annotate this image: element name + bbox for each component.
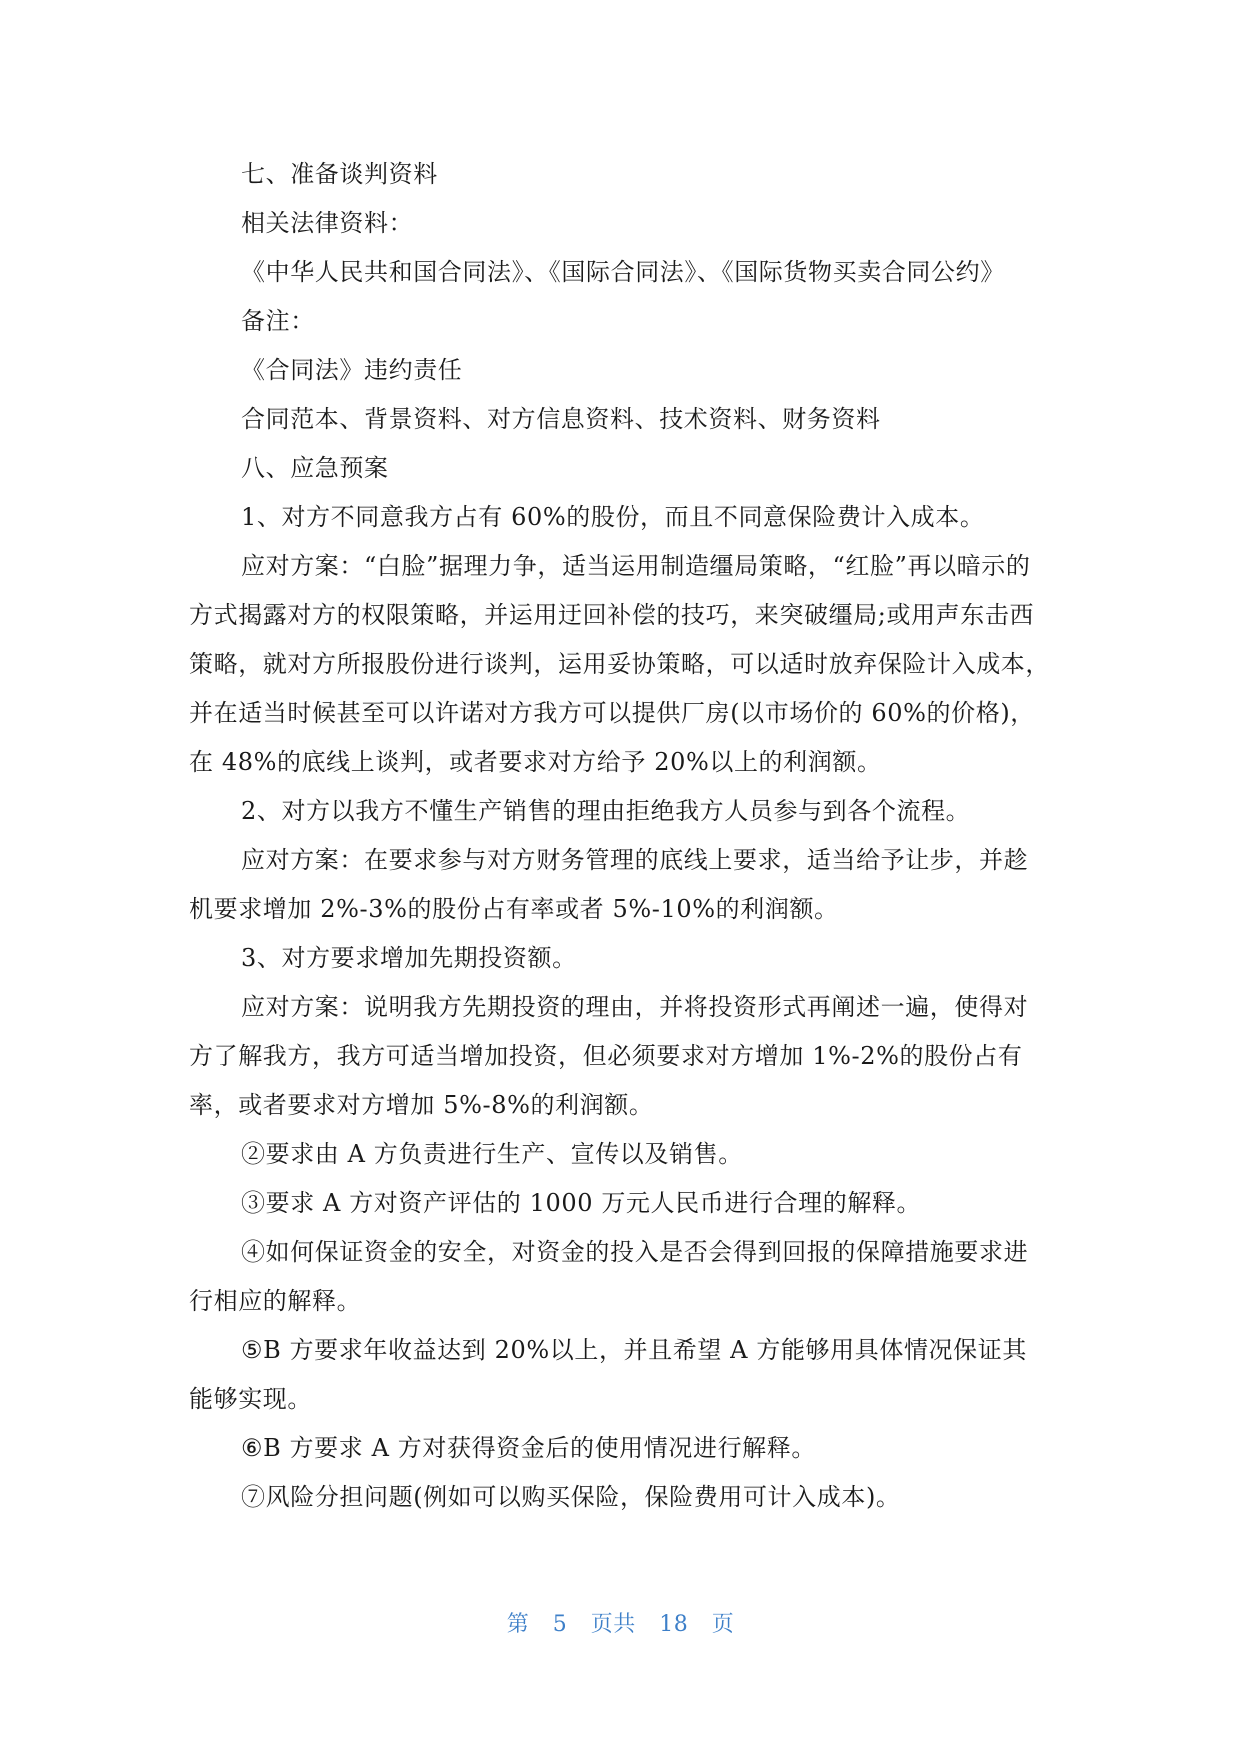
page-label-mid: 页共 <box>590 1612 636 1637</box>
paragraph-response-3: 应对方案：说明我方先期投资的理由，并将投资形式再阐述一遍，使得对方了解我方，我方可适当增加投资，但必须要求对方增加 1%-2%的股份占有率，或者要求对方增加 5%-8%的利润额。 <box>189 993 1029 1119</box>
paragraph-scenario-2: 2、对方以我方不懂生产销售的理由拒绝我方人员参与到各个流程。 <box>241 797 971 825</box>
paragraph-response-1: 应对方案：“白脸”据理力争，适当运用制造缰局策略，“红脸”再以暗示的方式揭露对方的权限策略，并运用迂回补偿的技巧，来突破缰局;或用声东击西策略，就对方所报股份进行谈判，运用妥协策略，可以适时放弃保险计入成本，并在适当时候甚至可以许诺对方我方可以提供厂房(以市场价的 60%的价格)，在 48%的底线上谈判，或者要求对方给予 20%以上的利润额。 <box>189 552 1050 776</box>
current-page-number: 5 <box>552 1612 568 1637</box>
page-label-prefix: 第 <box>506 1612 530 1637</box>
paragraph-item-5: ⑤B 方要求年收益达到 20%以上，并且希望 A 方能够用具体情况保证其能够实现。 <box>189 1336 1027 1413</box>
paragraph-item-7: ⑦风险分担问题(例如可以购买保险，保险费用可计入成本)。 <box>241 1483 901 1511</box>
paragraph-legal-materials-list: 《中华人民共和国合同法》、《国际合同法》、《国际货物买卖合同公约》 <box>241 258 1005 286</box>
paragraph-notes-label: 备注： <box>241 307 315 335</box>
paragraph-item-4: ④如何保证资金的安全，对资金的投入是否会得到回报的保障措施要求进行相应的解释。 <box>189 1238 1029 1315</box>
total-pages-number: 18 <box>659 1612 689 1637</box>
paragraph-item-2: ②要求由 A 方负责进行生产、宣传以及销售。 <box>241 1140 743 1168</box>
paragraph-contract-liability: 《合同法》违约责任 <box>241 356 463 384</box>
paragraph-item-6: ⑥B 方要求 A 方对获得资金后的使用情况进行解释。 <box>241 1434 816 1462</box>
paragraph-scenario-1: 1、对方不同意我方占有 60%的股份，而且不同意保险费计入成本。 <box>241 503 985 531</box>
section-heading-8: 八、应急预案 <box>241 454 389 482</box>
page-label-suffix: 页 <box>711 1612 735 1637</box>
document-body <box>189 150 1051 1522</box>
section-heading-7: 七、准备谈判资料 <box>241 160 438 188</box>
page-footer <box>0 1607 1241 1638</box>
paragraph-materials-list: 合同范本、背景资料、对方信息资料、技术资料、财务资料 <box>241 405 881 433</box>
paragraph-response-2: 应对方案：在要求参与对方财务管理的底线上要求，适当给予让步，并趁机要求增加 2%-3%的股份占有率或者 5%-10%的利润额。 <box>189 846 1029 923</box>
paragraph-legal-materials-label: 相关法律资料： <box>241 209 414 237</box>
paragraph-scenario-3: 3、对方要求增加先期投资额。 <box>241 944 577 972</box>
paragraph-item-3: ③要求 A 方对资产评估的 1000 万元人民币进行合理的解释。 <box>241 1189 922 1217</box>
